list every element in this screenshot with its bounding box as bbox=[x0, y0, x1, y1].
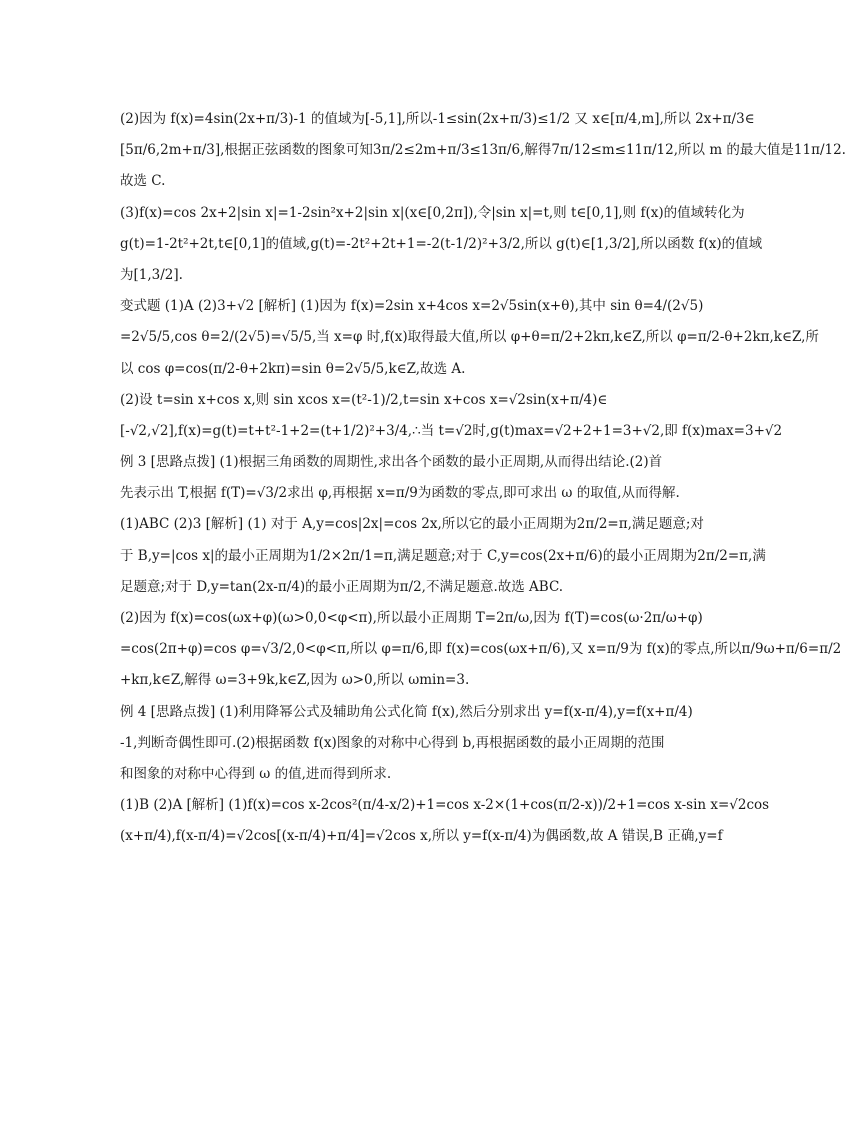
text-line: 变式题 (1)A (2)3+√2 [解析] (1)因为 f(x)=2sin x+4cos x=2√5sin(x+θ),其中 sin θ=4/(2√5) bbox=[120, 298, 704, 315]
text-line: 例 3 [思路点拨] (1)根据三角函数的周期性,求出各个函数的最小正周期,从而得出结论.(2)首 bbox=[120, 454, 663, 471]
text-line: (1)B (2)A [解析] (1)f(x)=cos x-2cos²(π/4-x/2)+1=cos x-2×(1+cos(π/2-x))/2+1=cos x-sin x=√2cos bbox=[120, 797, 770, 814]
text-line: =2√5/5,cos θ=2/(2√5)=√5/5,当 x=φ 时,f(x)取得最大值,所以 φ+θ=π/2+2kπ,k∈Z,所以 φ=π/2-θ+2kπ,k∈Z,所 bbox=[120, 329, 819, 346]
solution-page bbox=[120, 104, 846, 853]
text-line: (3)f(x)=cos 2x+2|sin x|=1-2sin²x+2|sin x|(x∈[0,2π]),令|sin x|=t,则 t∈[0,1],则 f(x)的值域转化为 bbox=[120, 204, 745, 221]
text-line: 先表示出 T,根据 f(T)=√3/2求出 φ,再根据 x=π/9为函数的零点,即可求出 ω 的取值,从而得解. bbox=[120, 485, 680, 502]
text-line: 于 B,y=|cos x|的最小正周期为1/2×2π/1=π,满足题意;对于 C,y=cos(2x+π/6)的最小正周期为2π/2=π,满 bbox=[120, 547, 766, 564]
text-line: g(t)=1-2t²+2t,t∈[0,1]的值域,g(t)=-2t²+2t+1=-2(t-1/2)²+3/2,所以 g(t)∈[1,3/2],所以函数 f(x)的值域 bbox=[120, 235, 763, 252]
text-line: 故选 C. bbox=[120, 173, 166, 190]
text-line: -1,判断奇偶性即可.(2)根据函数 f(x)图象的对称中心得到 b,再根据函数的最小正周期的范围 bbox=[120, 734, 665, 751]
text-line: (x+π/4),f(x-π/4)=√2cos[(x-π/4)+π/4]=√2cos x,所以 y=f(x-π/4)为偶函数,故 A 错误,B 正确,y=f bbox=[120, 828, 723, 845]
text-line: 和图象的对称中心得到 ω 的值,进而得到所求. bbox=[120, 765, 392, 782]
text-line: [-√2,√2],f(x)=g(t)=t+t²-1+2=(t+1/2)²+3/4,∴当 t=√2时,g(t)max=√2+2+1=3+√2,即 f(x)max=3+√2 bbox=[120, 422, 783, 439]
text-line: 足题意;对于 D,y=tan(2x-π/4)的最小正周期为π/2,不满足题意.故选 ABC. bbox=[120, 578, 564, 595]
text-line: =cos(2π+φ)=cos φ=√3/2,0<φ<π,所以 φ=π/6,即 f(x)=cos(ωx+π/6),又 x=π/9为 f(x)的零点,所以π/9ω+π/6=π/2 bbox=[120, 641, 842, 658]
text-line: [5π/6,2m+π/3],根据正弦函数的图象可知3π/2≤2m+π/3≤13π/6,解得7π/12≤m≤11π/12,所以 m 的最大值是11π/12. bbox=[120, 142, 846, 159]
text-line: (2)因为 f(x)=4sin(2x+π/3)-1 的值域为[-5,1],所以-1≤sin(2x+π/3)≤1/2 又 x∈[π/4,m],所以 2x+π/3∈ bbox=[120, 111, 755, 127]
text-line: (2)因为 f(x)=cos(ωx+φ)(ω>0,0<φ<π),所以最小正周期 T=2π/ω,因为 f(T)=cos(ω·2π/ω+φ) bbox=[120, 610, 703, 626]
text-line: (1)ABC (2)3 [解析] (1) 对于 A,y=cos|2x|=cos 2x,所以它的最小正周期为2π/2=π,满足题意;对 bbox=[120, 516, 704, 533]
text-line: 为[1,3/2]. bbox=[120, 266, 183, 283]
text-line: 以 cos φ=cos(π/2-θ+2kπ)=sin θ=2√5/5,k∈Z,故选 A. bbox=[120, 360, 466, 377]
text-line: (2)设 t=sin x+cos x,则 sin xcos x=(t²-1)/2,t=sin x+cos x=√2sin(x+π/4)∈ bbox=[120, 391, 608, 408]
text-line: +kπ,k∈Z,解得 ω=3+9k,k∈Z,因为 ω>0,所以 ωmin=3. bbox=[120, 672, 470, 689]
text-line: 例 4 [思路点拨] (1)利用降幂公式及辅助角公式化简 f(x),然后分别求出 y=f(x-π/4),y=f(x+π/4) bbox=[120, 703, 693, 720]
